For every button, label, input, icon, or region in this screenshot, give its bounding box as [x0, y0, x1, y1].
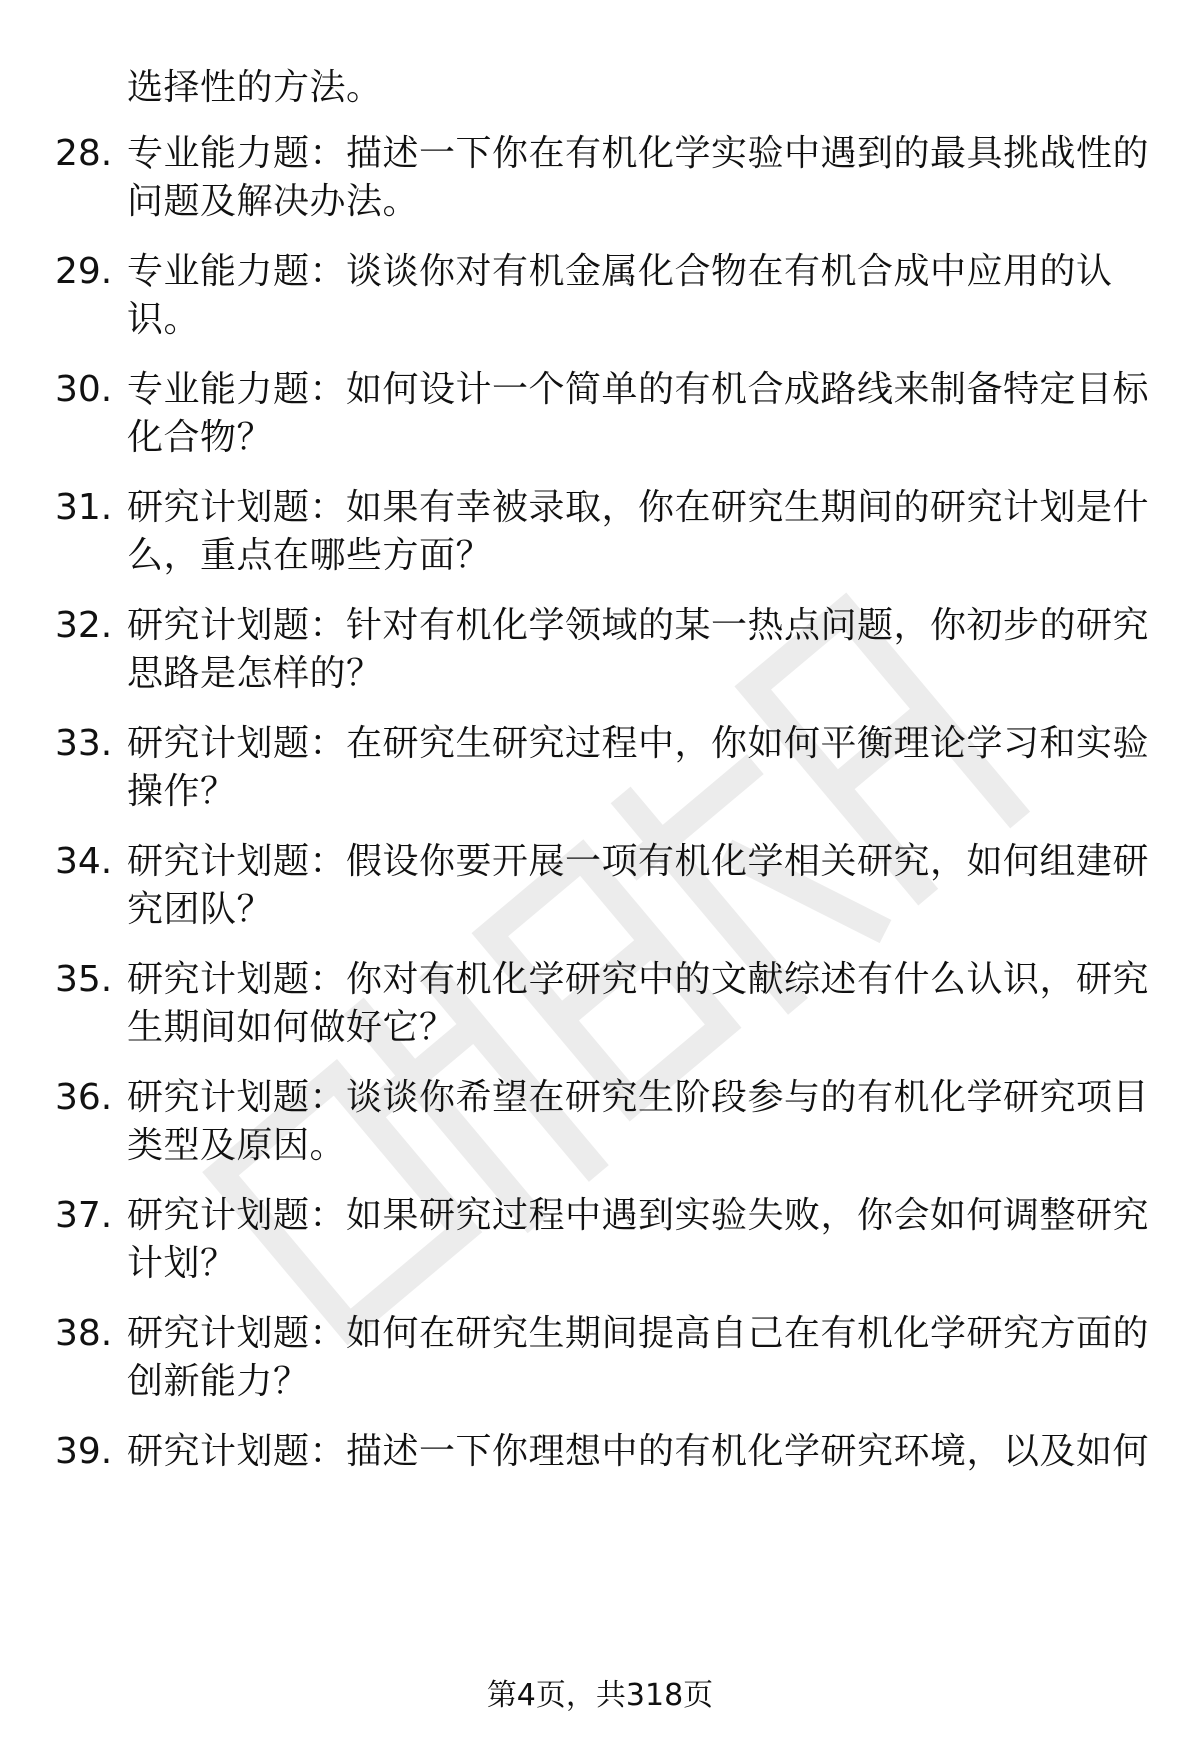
item-number: 37.: [55, 1195, 113, 1236]
item-text-line-2: 问题及解决办法。: [127, 181, 420, 222]
item-text-line-1: 研究计划题：如果有幸被录取，你在研究生期间的研究计划是什: [127, 487, 1150, 528]
intro-tail-text: 选择性的方法。: [127, 67, 383, 108]
item-text-line-2: 化合物？: [127, 417, 274, 458]
item-text-line-2: 计划？: [127, 1243, 237, 1284]
item-text-line-1: 研究计划题：如果研究过程中遇到实验失败，你会如何调整研究: [127, 1195, 1150, 1236]
item-text-line-1: 专业能力题：谈谈你对有机金属化合物在有机合成中应用的认: [127, 251, 1113, 292]
item-text-line-2: 识。: [127, 299, 201, 340]
item-text-line-2: 究团队？: [127, 889, 274, 930]
item-number: 39.: [55, 1431, 113, 1472]
item-text-line-1: 研究计划题：如何在研究生期间提高自己在有机化学研究方面的: [127, 1313, 1150, 1354]
item-text-line-1: 研究计划题：谈谈你希望在研究生阶段参与的有机化学研究项目: [127, 1077, 1150, 1118]
item-number: 31.: [55, 487, 113, 528]
item-text-line-2: 思路是怎样的？: [127, 653, 383, 694]
item-number: 33.: [55, 723, 113, 764]
item-text-line-1: 专业能力题：如何设计一个简单的有机合成路线来制备特定目标: [127, 369, 1150, 410]
item-text-line-2: 生期间如何做好它？: [127, 1007, 456, 1048]
item-text-line-2: 么，重点在哪些方面？: [127, 535, 493, 576]
item-text-line-1: 研究计划题：你对有机化学研究中的文献综述有什么认识，研究: [127, 959, 1150, 1000]
item-number: 38.: [55, 1313, 113, 1354]
item-text-line-1: 研究计划题：针对有机化学领域的某一热点问题，你初步的研究: [127, 605, 1150, 646]
item-number: 29.: [55, 251, 113, 292]
item-text-line-1: 研究计划题：在研究生研究过程中，你如何平衡理论学习和实验: [127, 723, 1150, 764]
item-text-line-1: 专业能力题：描述一下你在有机化学实验中遇到的最具挑战性的: [127, 133, 1150, 174]
item-number: 28.: [55, 133, 113, 174]
item-text-line-2: 创新能力？: [127, 1361, 310, 1402]
item-text-line-2: 类型及原因。: [127, 1125, 347, 1166]
item-number: 35.: [55, 959, 113, 1000]
page-footer: 第4页，共318页: [486, 1678, 714, 1713]
item-text-line-2: 操作？: [127, 771, 237, 812]
item-text-line-1: 研究计划题：描述一下你理想中的有机化学研究环境，以及如何: [127, 1431, 1150, 1472]
item-text-line-1: 研究计划题：假设你要开展一项有机化学相关研究，如何组建研: [127, 841, 1150, 882]
item-number: 32.: [55, 605, 113, 646]
item-number: 34.: [55, 841, 113, 882]
item-number: 30.: [55, 369, 113, 410]
item-number: 36.: [55, 1077, 113, 1118]
